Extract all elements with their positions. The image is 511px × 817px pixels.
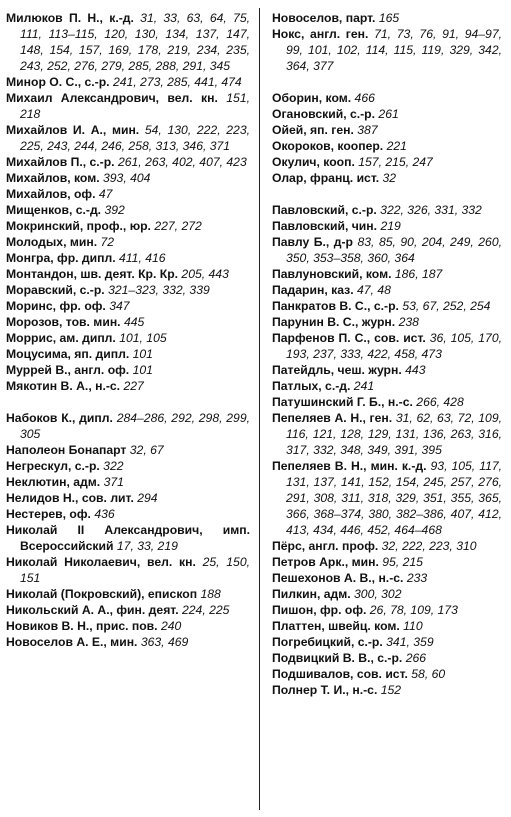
entry-pages: 101	[132, 363, 153, 377]
entry-name: Погребицкий, с.-р.	[272, 635, 383, 649]
index-entry	[272, 154, 502, 170]
index-entry	[272, 202, 502, 218]
index-entry	[6, 362, 250, 378]
entry-pages: 83, 85, 90, 204, 249, 260, 350, 353–358, 360, 364	[286, 235, 502, 265]
entry-pages: 25, 150, 151	[20, 555, 250, 585]
index-entry	[6, 202, 250, 218]
entry-name: Наполеон Бонапарт	[6, 443, 127, 457]
index-entry	[6, 170, 250, 186]
index-entry	[272, 570, 502, 586]
column-divider	[259, 8, 260, 810]
entry-name: Пёрс, англ. проф.	[272, 539, 379, 553]
index-entry	[6, 346, 250, 362]
entry-name: Парунин В. С., журн.	[272, 315, 396, 329]
entry-pages: 227	[123, 379, 144, 393]
index-entry	[272, 618, 502, 634]
entry-pages: 71, 73, 76, 91, 94–97, 99, 101, 102, 114, 115, 119, 329, 342, 364, 377	[286, 27, 503, 73]
index-entry	[272, 330, 502, 362]
index-entry	[6, 506, 250, 522]
entry-pages: 101	[132, 347, 153, 361]
entry-name: Пепеляев А. Н., ген.	[272, 411, 393, 425]
entry-name: Моррис, ам. дипл.	[6, 331, 116, 345]
entry-name: Павловский, чин.	[272, 219, 378, 233]
index-entry	[272, 90, 502, 106]
entry-pages: 58, 60	[411, 667, 446, 681]
index-entry	[272, 282, 502, 298]
entry-name: Николай Николаевич, вел. кн.	[6, 555, 196, 569]
entry-pages: 266	[405, 651, 427, 665]
index-entry	[6, 266, 250, 282]
entry-name: Новоселов, парт.	[272, 11, 376, 25]
entry-name: Николай II Александрович, имп. Всероссийский	[6, 523, 250, 553]
section-gap	[6, 394, 250, 410]
index-entry	[6, 554, 250, 586]
entry-name: Павловский, с.-р.	[272, 203, 377, 217]
index-entry	[272, 26, 502, 74]
entry-pages: 17, 33, 219	[116, 539, 178, 553]
index-entry	[6, 330, 250, 346]
index-entry	[272, 538, 502, 554]
entry-pages: 266, 428	[416, 395, 464, 409]
entry-pages: 31, 33, 63, 64, 75, 111, 113–115, 120, 130, 134, 137, 147, 148, 154, 157, 169, 178, 219, 234, 235, 243, 252, 276, 279, 285, 288, 291, 345	[20, 11, 250, 73]
index-entry	[272, 106, 502, 122]
entry-pages: 101, 105	[119, 331, 167, 345]
entry-pages: 294	[137, 491, 158, 505]
entry-pages: 54, 130, 222, 223, 225, 243, 244, 246, 258, 313, 346, 371	[20, 123, 250, 153]
entry-pages: 411, 416	[119, 251, 166, 265]
entry-name: Никольский А. А., фин. деят.	[6, 603, 179, 617]
entry-pages: 466	[354, 91, 375, 105]
entry-pages: 443	[405, 363, 426, 377]
entry-pages: 261	[378, 107, 399, 121]
entry-name: Пепеляев В. Н., мин. к.-д.	[272, 459, 427, 473]
index-entry	[272, 122, 502, 138]
entry-name: Моравский, с.-р.	[6, 283, 105, 297]
entry-pages: 47, 48	[356, 283, 391, 297]
entry-name: Моцусима, яп. дипл.	[6, 347, 130, 361]
entry-name: Милюков П. Н., к.-д.	[6, 11, 134, 25]
entry-pages: 341, 359	[386, 635, 434, 649]
index-entry	[6, 90, 250, 122]
entry-name: Павлуновский, ком.	[272, 267, 392, 281]
index-entry	[6, 74, 250, 90]
entry-name: Подвицкий В. В., с.-р.	[272, 651, 403, 665]
entry-name: Патушинский Г. Б., н.-с.	[272, 395, 413, 409]
index-entry	[272, 666, 502, 682]
entry-name: Окороков, коопер.	[272, 139, 384, 153]
index-entry	[6, 522, 250, 554]
entry-pages: 392	[104, 203, 125, 217]
index-entry	[272, 234, 502, 266]
entry-pages: 53, 67, 252, 254	[402, 299, 491, 313]
entry-name: Парфенов П. С., сов. ист.	[272, 331, 426, 345]
entry-pages: 221	[386, 139, 407, 153]
entry-pages: 32, 222, 223, 310	[381, 539, 477, 553]
entry-pages: 238	[398, 315, 419, 329]
index-entry	[6, 218, 250, 234]
entry-name: Мищенков, с.-д.	[6, 203, 102, 217]
entry-name: Нокс, англ. ген.	[272, 27, 369, 41]
entry-name: Михайлов, ком.	[6, 171, 100, 185]
index-entry	[6, 634, 250, 650]
entry-pages: 152	[380, 683, 402, 697]
entry-pages: 47	[98, 187, 113, 201]
index-entry	[272, 266, 502, 282]
index-entry	[272, 586, 502, 602]
entry-name: Молодых, мин.	[6, 235, 98, 249]
index-entry	[272, 554, 502, 570]
index-entry	[6, 250, 250, 266]
entry-pages: 300, 302	[354, 587, 402, 601]
entry-pages: 387	[357, 123, 378, 137]
entry-name: Олар, франц. ист.	[272, 171, 380, 185]
index-entry	[272, 378, 502, 394]
index-entry	[272, 138, 502, 154]
entry-name: Огановский, с.-р.	[272, 107, 376, 121]
entry-pages: 188	[200, 587, 221, 601]
entry-pages: 224, 225	[181, 603, 230, 617]
entry-pages: 261, 263, 402, 407, 423	[117, 155, 247, 169]
entry-pages: 241, 273, 285, 441, 474	[112, 75, 242, 89]
entry-name: Панкратов В. С., с.-р.	[272, 299, 399, 313]
entry-name: Муррей В., англ. оф.	[6, 363, 130, 377]
entry-name: Набоков К., дипл.	[6, 411, 113, 425]
index-entry	[272, 394, 502, 410]
entry-name: Мякотин В. А., н.-с.	[6, 379, 121, 393]
index-entry	[6, 314, 250, 330]
index-entry	[6, 618, 250, 634]
index-entry	[6, 234, 250, 250]
entry-pages: 322, 326, 331, 332	[380, 203, 482, 217]
entry-name: Монтандон, шв. деят. Кр. Кр.	[6, 267, 179, 281]
entry-pages: 284–286, 292, 298, 299, 305	[20, 411, 250, 441]
index-entry	[272, 10, 502, 26]
entry-name: Пишон, фр. оф.	[272, 603, 367, 617]
entry-pages: 227, 272	[154, 219, 202, 233]
entry-name: Михаил Александрович, вел. кн.	[6, 91, 218, 105]
entry-name: Михайлов П., с.-р.	[6, 155, 115, 169]
entry-name: Павлу Б., д-р	[272, 235, 353, 249]
index-entry	[6, 154, 250, 170]
index-entry	[272, 314, 502, 330]
entry-name: Падарин, каз.	[272, 283, 354, 297]
entry-pages: 233	[406, 571, 428, 585]
entry-name: Мокринский, проф., юр.	[6, 219, 151, 233]
entry-pages: 322	[103, 459, 124, 473]
entry-name: Моринс, фр. оф.	[6, 299, 106, 313]
index-entry	[272, 362, 502, 378]
entry-name: Патейдль, чеш. журн.	[272, 363, 402, 377]
entry-pages: 205, 443	[181, 267, 229, 281]
entry-pages: 151, 218	[20, 91, 250, 121]
index-entry	[272, 410, 502, 458]
entry-name: Нестерев, оф.	[6, 507, 91, 521]
index-entry	[272, 650, 502, 666]
entry-pages: 241	[353, 379, 375, 393]
index-entry	[6, 378, 250, 394]
entry-name: Оборин, ком.	[272, 91, 352, 105]
index-entry	[6, 298, 250, 314]
entry-name: Нелидов Н., сов. лит.	[6, 491, 134, 505]
entry-pages: 371	[103, 475, 124, 489]
index-entry	[6, 602, 250, 618]
index-entry	[272, 602, 502, 618]
entry-name: Петров Арк., мин.	[272, 555, 379, 569]
entry-name: Новоселов А. Е., мин.	[6, 635, 138, 649]
entry-name: Патлых, с.-д.	[272, 379, 351, 393]
entry-pages: 186, 187	[394, 267, 443, 281]
entry-pages: 347	[109, 299, 130, 313]
entry-pages: 436	[94, 507, 115, 521]
entry-name: Подшивалов, сов. ист.	[272, 667, 408, 681]
entry-pages: 363, 469	[140, 635, 189, 649]
entry-pages: 219	[380, 219, 401, 233]
entry-name: Михайлов, оф.	[6, 187, 96, 201]
entry-pages: 165	[378, 11, 400, 25]
entry-pages: 72	[100, 235, 115, 249]
entry-name: Морозов, тов. мин.	[6, 315, 121, 329]
entry-name: Новиков В. Н., прис. пов.	[6, 619, 158, 633]
entry-name: Полнер Т. И., н.-с.	[272, 683, 378, 697]
index-entry	[6, 474, 250, 490]
entry-pages: 95, 215	[382, 555, 423, 569]
entry-pages: 240	[160, 619, 182, 633]
index-entry	[6, 442, 250, 458]
index-entry	[6, 586, 250, 602]
entry-name: Пилкин, адм.	[272, 587, 351, 601]
entry-name: Пешехонов А. В., н.-с.	[272, 571, 404, 585]
entry-name: Николай (Покровский), епископ	[6, 587, 198, 601]
entry-name: Минор О. С., с.-р.	[6, 75, 110, 89]
index-column-left	[6, 10, 250, 650]
entry-pages: 36, 105, 170, 193, 237, 333, 422, 458, 473	[286, 331, 502, 361]
entry-name: Михайлов И. А., мин.	[6, 123, 140, 137]
entry-name: Негрескул, с.-р.	[6, 459, 100, 473]
entry-pages: 445	[123, 315, 145, 329]
entry-pages: 321–323, 332, 339	[108, 283, 210, 297]
index-entry	[6, 490, 250, 506]
entry-pages: 32	[382, 171, 397, 185]
entry-name: Окулич, кооп.	[272, 155, 355, 169]
index-entry	[272, 682, 502, 698]
index-entry	[272, 634, 502, 650]
section-gap	[272, 74, 502, 90]
section-gap	[272, 186, 502, 202]
index-entry	[6, 122, 250, 154]
entry-pages: 32, 67	[129, 443, 164, 457]
entry-pages: 31, 62, 63, 72, 109, 116, 121, 128, 129, 131, 136, 263, 316, 317, 332, 348, 349, 391, 395	[286, 411, 502, 457]
entry-name: Платтен, швейц. ком.	[272, 619, 400, 633]
index-entry	[272, 170, 502, 186]
index-entry	[272, 458, 502, 538]
entry-pages: 393, 404	[103, 171, 151, 185]
index-column-right	[272, 10, 502, 698]
entry-pages: 93, 105, 117, 131, 137, 141, 152, 154, 245, 257, 276, 291, 308, 311, 318, 329, 351, 355, 365, 366, 368–374, 380, 382–386, 407, 412, 413, 434, 446, 452, 464–468	[286, 459, 503, 537]
entry-name: Монгра, фр. дипл.	[6, 251, 116, 265]
entry-pages: 110	[403, 619, 423, 633]
index-entry	[6, 186, 250, 202]
index-entry	[272, 218, 502, 234]
entry-name: Неклютин, адм.	[6, 475, 101, 489]
index-entry	[6, 282, 250, 298]
index-entry	[272, 298, 502, 314]
entry-pages: 157, 215, 247	[358, 155, 433, 169]
index-entry	[6, 410, 250, 442]
entry-name: Ойей, яп. ген.	[272, 123, 354, 137]
entry-pages: 26, 78, 109, 173	[369, 603, 458, 617]
index-entry	[6, 458, 250, 474]
index-entry	[6, 10, 250, 74]
